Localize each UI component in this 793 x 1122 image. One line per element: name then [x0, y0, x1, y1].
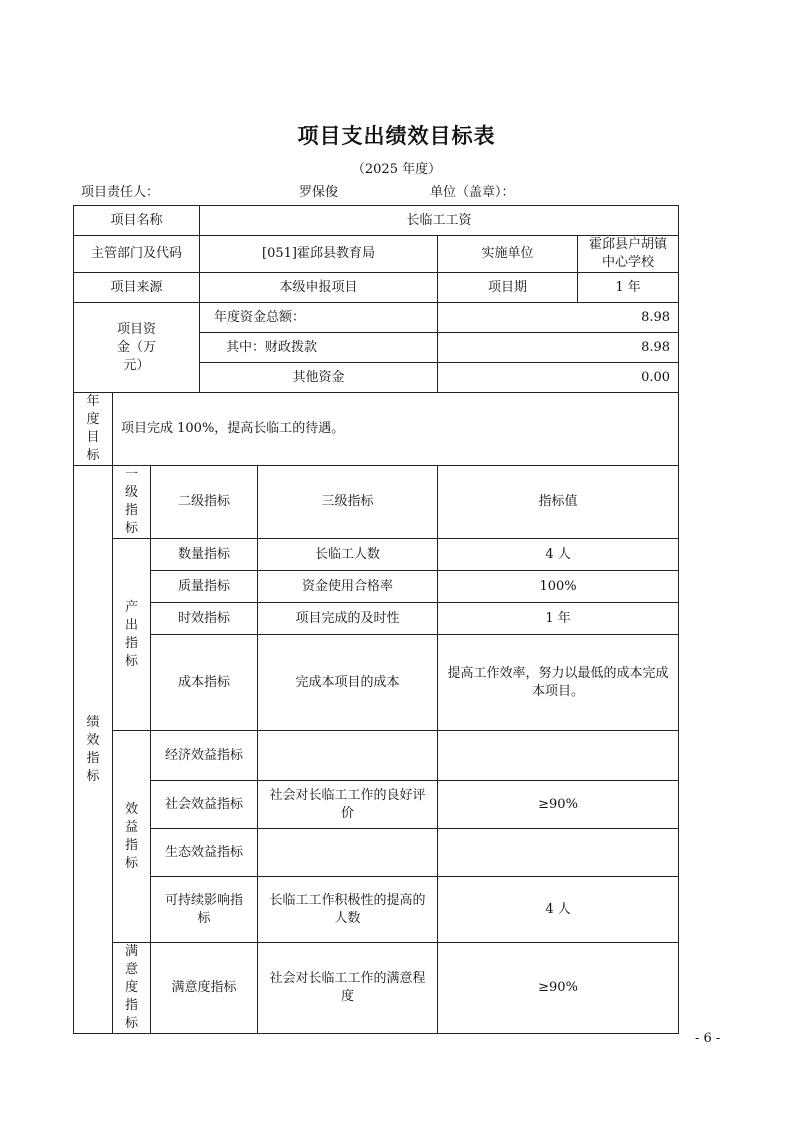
benefit-level2: 可持续影响指标 [151, 877, 258, 943]
period-value: 1 年 [578, 273, 679, 303]
table-row [74, 829, 679, 877]
satisfaction-level2: 满意度指标 [151, 943, 258, 1034]
table-row [74, 877, 679, 943]
satisfaction-level3: 社会对长临工工作的满意程度 [258, 943, 438, 1034]
responsible-label: 项目责任人： [81, 185, 160, 200]
level2-header: 二级指标 [151, 466, 258, 539]
table-row [74, 273, 679, 303]
project-name-value: 长临工工资 [200, 206, 679, 236]
performance-goal-table [73, 205, 679, 1034]
annual-goal-label: 年度目标 [74, 393, 113, 466]
benefit-level3 [258, 731, 438, 781]
output-label: 产出指标 [113, 539, 151, 731]
table-row [74, 731, 679, 781]
funds-other-value: 0.00 [438, 363, 679, 393]
benefit-value [438, 829, 679, 877]
output-value: 提高工作效率，努力以最低的成本完成本项目。 [438, 635, 679, 731]
table-row [74, 206, 679, 236]
impl-value: 霍邱县户胡镇中心学校 [578, 236, 679, 273]
funds-total-value: 8.98 [438, 303, 679, 333]
funds-fiscal-label: 其中：财政拨款 [200, 333, 438, 363]
table-row [74, 781, 679, 829]
dept-value: [051]霍邱县教育局 [200, 236, 438, 273]
benefit-value [438, 731, 679, 781]
output-value: 1 年 [438, 603, 679, 635]
output-level3: 完成本项目的成本 [258, 635, 438, 731]
benefit-level2: 生态效益指标 [151, 829, 258, 877]
funds-label: 项目资金（万元） [74, 303, 200, 393]
output-level2: 成本指标 [151, 635, 258, 731]
benefit-value: 4 人 [438, 877, 679, 943]
value-header: 指标值 [438, 466, 679, 539]
impl-label: 实施单位 [438, 236, 578, 273]
funds-total-label: 年度资金总额： [200, 303, 438, 333]
output-level3: 资金使用合格率 [258, 571, 438, 603]
output-level2: 质量指标 [151, 571, 258, 603]
benefit-level3: 社会对长临工工作的良好评价 [258, 781, 438, 829]
satisfaction-label: 满意度指标 [113, 943, 151, 1034]
source-label: 项目来源 [74, 273, 200, 303]
table-row [74, 603, 679, 635]
benefit-level2: 经济效益指标 [151, 731, 258, 781]
page-subtitle: （2025 年度） [351, 162, 442, 177]
unit-label: 单位（盖章）： [430, 185, 515, 200]
table-row [74, 539, 679, 571]
benefit-level3: 长临工工作积极性的提高的人数 [258, 877, 438, 943]
level3-header: 三级指标 [258, 466, 438, 539]
table-row [74, 466, 679, 539]
table-row [74, 635, 679, 731]
table-row [74, 393, 679, 466]
page-number: - 6 - [695, 1031, 721, 1046]
output-value: 4 人 [438, 539, 679, 571]
table-row [74, 571, 679, 603]
table-row [74, 943, 679, 1034]
satisfaction-value: ≥90% [438, 943, 679, 1034]
dept-label: 主管部门及代码 [74, 236, 200, 273]
perf-label: 绩效指标 [74, 466, 113, 1034]
page-title: 项目支出绩效目标表 [297, 123, 496, 148]
table-row [74, 236, 679, 273]
output-level2: 时效指标 [151, 603, 258, 635]
source-value: 本级申报项目 [200, 273, 438, 303]
benefit-level2: 社会效益指标 [151, 781, 258, 829]
period-label: 项目期 [438, 273, 578, 303]
annual-goal-text: 项目完成 100%，提高长临工的待遇。 [113, 393, 679, 466]
benefit-label: 效益指标 [113, 731, 151, 943]
level1-header: 一级指标 [113, 466, 151, 539]
output-level3: 长临工人数 [258, 539, 438, 571]
project-name-label: 项目名称 [74, 206, 200, 236]
benefit-level3 [258, 829, 438, 877]
output-value: 100% [438, 571, 679, 603]
output-level3: 项目完成的及时性 [258, 603, 438, 635]
funds-fiscal-value: 8.98 [438, 333, 679, 363]
funds-other-label: 其他资金 [200, 363, 438, 393]
benefit-value: ≥90% [438, 781, 679, 829]
table-row [74, 303, 679, 333]
output-level2: 数量指标 [151, 539, 258, 571]
responsible-value: 罗保俊 [299, 185, 339, 200]
